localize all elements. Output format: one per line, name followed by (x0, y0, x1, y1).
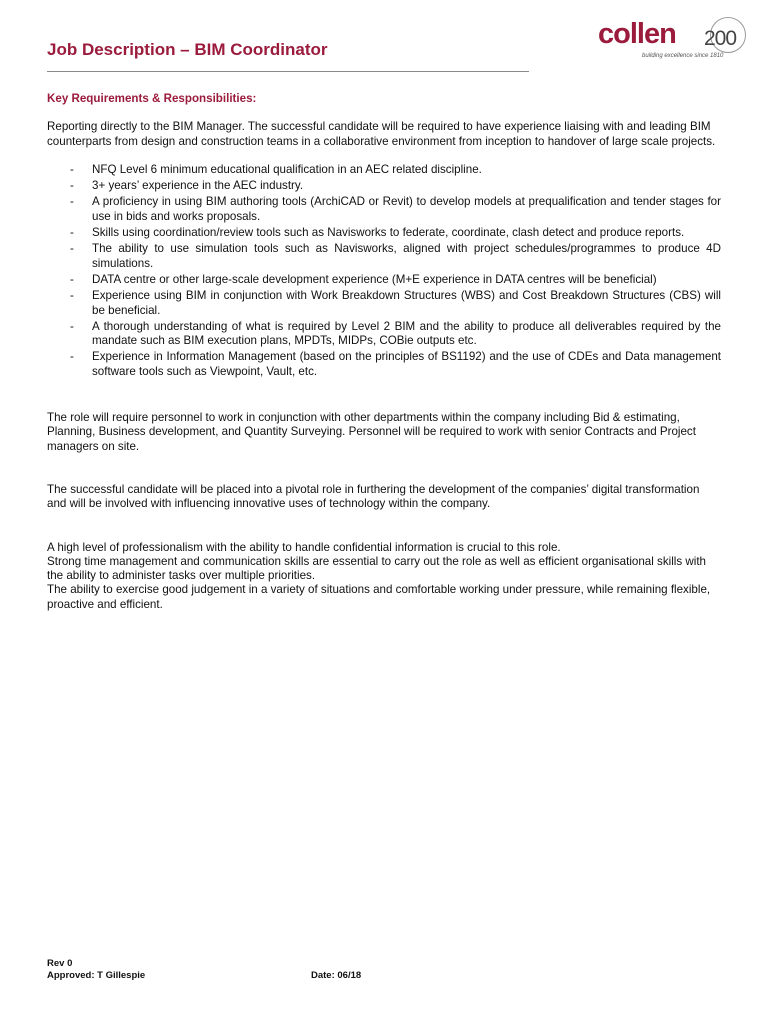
judgement-paragraph: The ability to exercise good judgement in a variety of situations and comfortable working under pressure, while remaining flexible, proactive and efficient. (47, 583, 711, 611)
intro-paragraph: Reporting directly to the BIM Manager. The successful candidate will be required to have experience liaising with and leading BIM counterparts from design and construction teams in a collaborative environment from inception to handover of large scale projects. (47, 120, 716, 148)
logo-wordmark: collen (598, 18, 676, 50)
professionalism-paragraph: A high level of professionalism with the ability to handle confidential information is crucial to this role. (47, 540, 561, 554)
bullet-dash: - (70, 272, 74, 286)
list-item: - The ability to use simulation tools such as Navisworks, aligned with project schedules/programmes to produce 4D simulations. (70, 242, 721, 270)
spacer (47, 381, 721, 411)
pivotal-paragraph: The successful candidate will be placed into a pivotal role in furthering the development of the companies’ digital transformation and will be involved with influencing innovative uses of technology within the company. (47, 482, 700, 511)
list-item: - Experience using BIM in conjunction with Work Breakdown Structures (WBS) and Cost Breakdown Structures (CBS) will be beneficial. (70, 289, 721, 317)
bullet-dash: - (70, 179, 74, 193)
list-item: - A thorough understanding of what is required by Level 2 BIM and the ability to produce all deliverables required by the mandate such as BIM execution plans, MPDTs, MIDPs, COBie outputs etc. (70, 319, 721, 348)
logo-number: 200 (704, 27, 737, 50)
bullet-dash: - (70, 242, 74, 256)
title-divider (47, 71, 529, 72)
list-item: - A proficiency in using BIM authoring tools (ArchiCAD or Revit) to develop models at prequalification and tender stages for use in bids and works proposals. (70, 195, 721, 223)
approved-label: Approved: T Gillespie (47, 970, 146, 981)
bullet-dash: - (70, 226, 74, 240)
revision-label: Rev 0 (47, 958, 73, 969)
bullet-dash: - (70, 350, 74, 364)
list-item: - NFQ Level 6 minimum educational qualification in an AEC related discipline. (70, 162, 482, 176)
bullet-dash: - (70, 162, 74, 176)
footer (47, 958, 145, 982)
logo-tagline: building excellence since 1810 (642, 53, 724, 59)
list-item: - Skills using coordination/review tools such as Navisworks to federate, coordinate, clash detect and produce reports. (70, 226, 685, 240)
date-label: Date: 06/18 (311, 970, 362, 981)
list-item: - 3+ years’ experience in the AEC industry. (70, 179, 304, 193)
bullet-dash: - (70, 195, 74, 209)
spacer (47, 512, 721, 541)
bullet-dash: - (70, 289, 74, 303)
list-item: - DATA centre or other large-scale development experience (M+E experience in DATA centres will be beneficial) (70, 272, 657, 286)
role-paragraph: The role will require personnel to work in conjunction with other departments within the company including Bid & estimating, Planning, Business development, and Quantity Surveying. Personnel will be required to work with senior Contracts and Project managers on site. (47, 411, 696, 453)
time-management-paragraph: Strong time management and communication skills are essential to carry out the role as well as efficient organisational skills with the ability to administer tasks over multiple priorities. (47, 554, 707, 583)
main-content (47, 92, 721, 612)
spacer (47, 454, 721, 483)
page-title: Job Description – BIM Coordinator (47, 40, 328, 59)
section-heading: Key Requirements & Responsibilities: (47, 92, 257, 105)
requirements-list (47, 163, 721, 379)
bullet-dash: - (70, 319, 74, 333)
company-logo (598, 16, 748, 68)
list-item: - Experience in Information Management (based on the principles of BS1192) and the use of CDEs and Data management software tools such as Viewpoint, Vault, etc. (70, 350, 721, 378)
